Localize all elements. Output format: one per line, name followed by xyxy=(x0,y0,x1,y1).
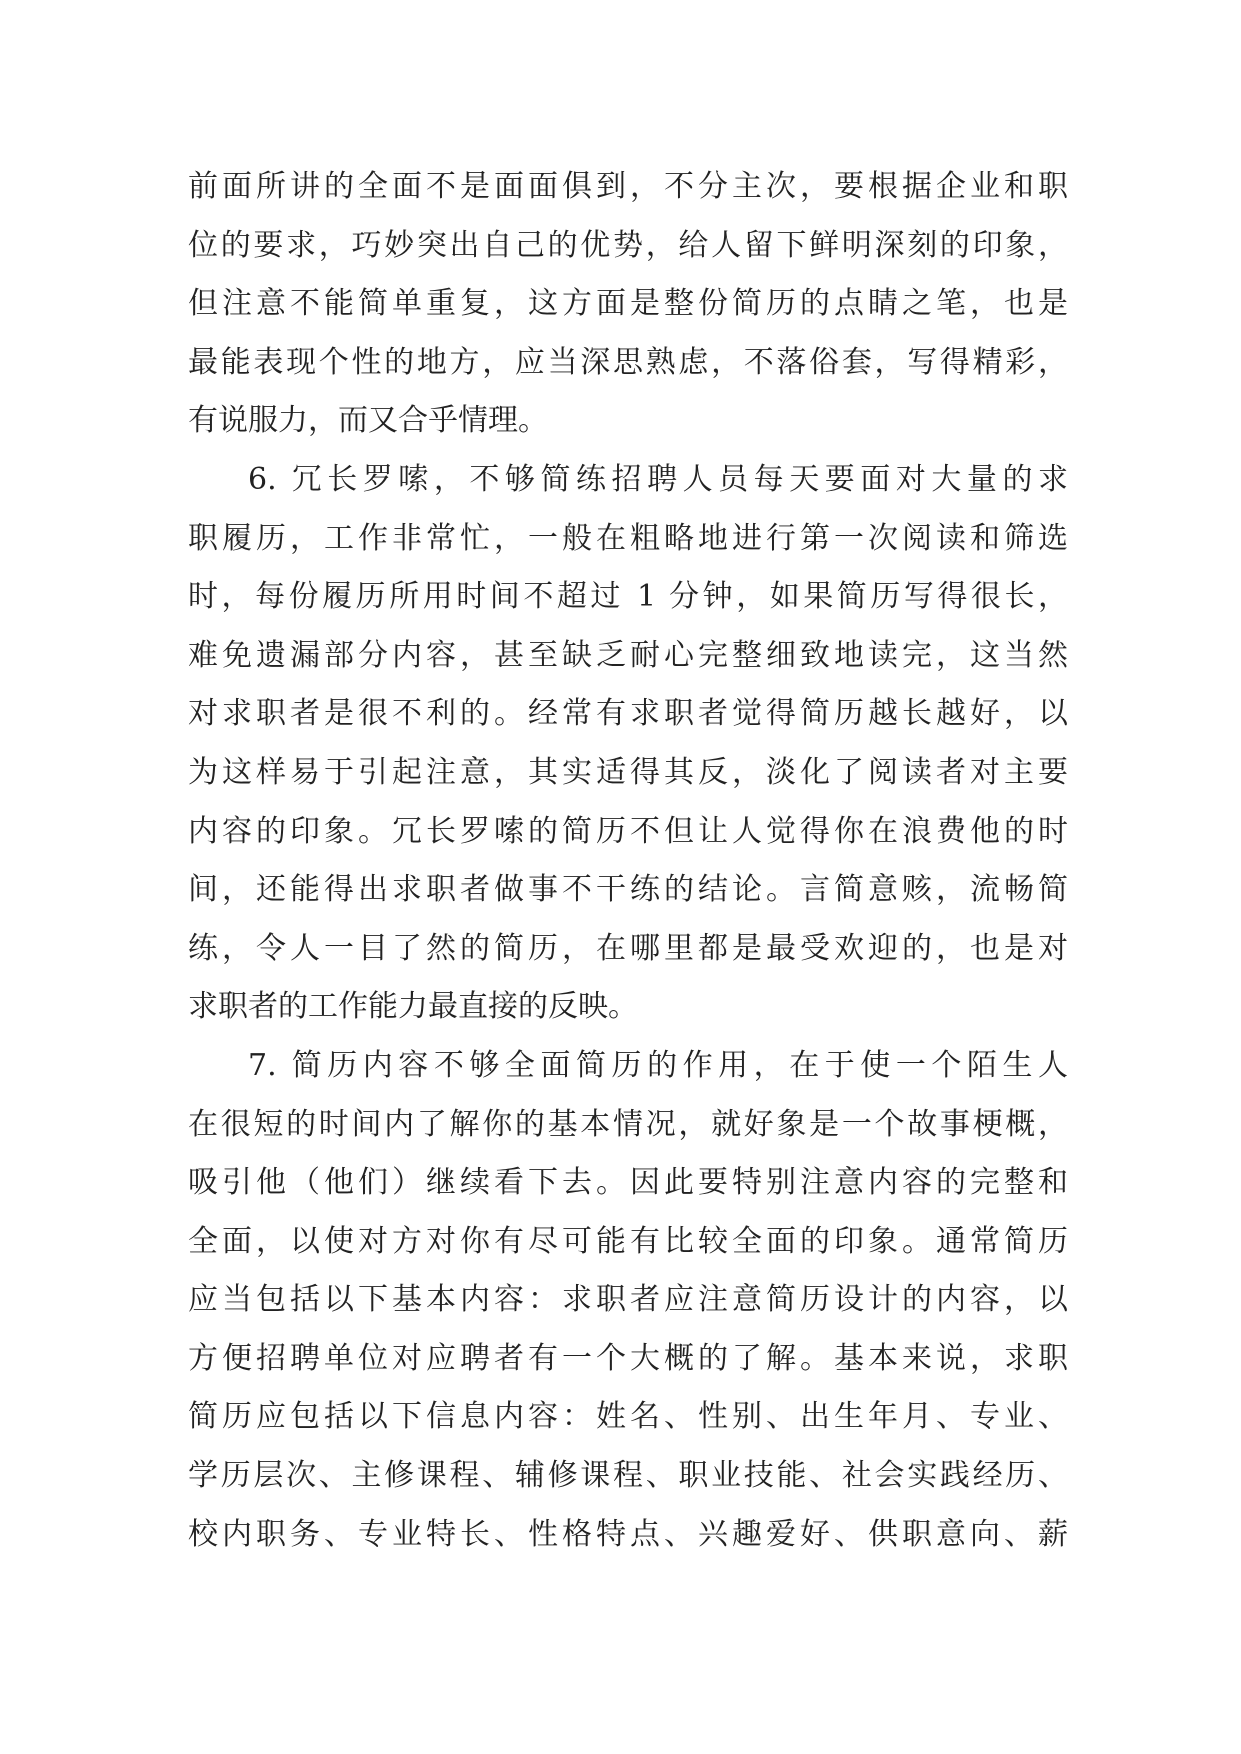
text-line: 最能表现个性的地方，应当深思熟虑，不落俗套，写得精彩， xyxy=(188,344,1068,380)
text-line: 吸引他（他们）继续看下去。因此要特别注意内容的完整和 xyxy=(188,1165,1068,1201)
text-line: 内容的印象。冗长罗嗦的简历不但让人觉得你在浪费他的时 xyxy=(188,813,1068,849)
text-line: 难免遗漏部分内容，甚至缺乏耐心完整细致地读完，这当然 xyxy=(188,637,1068,673)
text-line: 对求职者是很不利的。经常有求职者觉得简历越长越好，以 xyxy=(188,696,1068,732)
text-line: 求职者的工作能力最直接的反映。 xyxy=(188,989,638,1025)
text-line: 练，令人一目了然的简历，在哪里都是最受欢迎的，也是对 xyxy=(188,930,1068,966)
text-line: 但注意不能简单重复，这方面是整份简历的点睛之笔，也是 xyxy=(188,286,1068,322)
text-line: 时，每份履历所用时间不超过 1 分钟，如果简历写得很长， xyxy=(188,579,1068,615)
section-6-heading-line: 6. 冗长罗嗦，不够简练招聘人员每天要面对大量的求 xyxy=(248,461,1068,497)
text-line: 职履历，工作非常忙，一般在粗略地进行第一次阅读和筛选 xyxy=(188,520,1068,556)
text-line: 有说服力，而又合乎情理。 xyxy=(188,403,548,439)
body-text xyxy=(188,158,1068,1564)
text-line: 全面，以使对方对你有尽可能有比较全面的印象。通常简历 xyxy=(188,1223,1068,1259)
text-line: 校内职务、专业特长、性格特点、兴趣爱好、供职意向、薪 xyxy=(188,1516,1068,1552)
text-line: 方便招聘单位对应聘者有一个大概的了解。基本来说，求职 xyxy=(188,1340,1068,1376)
section-7-heading-line: 7. 简历内容不够全面简历的作用，在于使一个陌生人 xyxy=(248,1047,1068,1083)
text-line: 简历应包括以下信息内容：姓名、性别、出生年月、专业、 xyxy=(188,1399,1068,1435)
text-line: 在很短的时间内了解你的基本情况，就好象是一个故事梗概， xyxy=(188,1106,1068,1142)
text-line: 位的要求，巧妙突出自己的优势，给人留下鲜明深刻的印象， xyxy=(188,227,1068,263)
text-line: 学历层次、主修课程、辅修课程、职业技能、社会实践经历、 xyxy=(188,1458,1068,1494)
text-line: 间，还能得出求职者做事不干练的结论。言简意赅，流畅简 xyxy=(188,872,1068,908)
text-line: 前面所讲的全面不是面面俱到，不分主次，要根据企业和职 xyxy=(188,169,1068,204)
text-line: 应当包括以下基本内容：求职者应注意简历设计的内容，以 xyxy=(188,1282,1068,1318)
text-line: 为这样易于引起注意，其实适得其反，淡化了阅读者对主要 xyxy=(188,754,1068,790)
